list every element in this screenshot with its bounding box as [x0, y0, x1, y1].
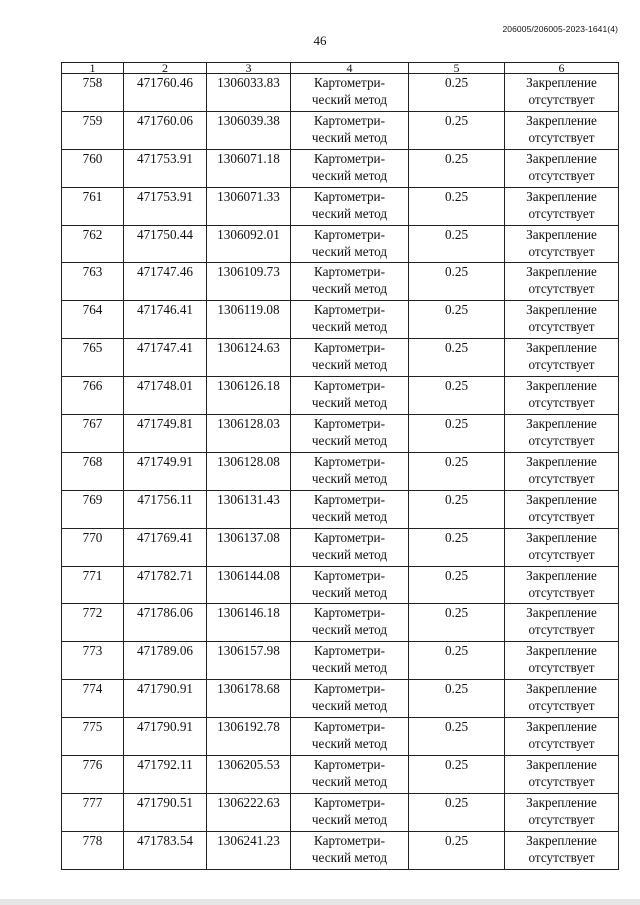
method-line-1: Картометри-	[314, 567, 385, 583]
method-line-1: Картометри-	[314, 378, 385, 394]
method-cell	[291, 566, 409, 604]
point-number: 774	[62, 680, 124, 718]
table-row	[62, 680, 619, 718]
fixation-line-1: Закрепление	[526, 112, 597, 128]
table-row	[62, 74, 619, 112]
point-number: 762	[62, 225, 124, 263]
fixation-cell	[505, 718, 619, 756]
page-number: 46	[313, 33, 327, 48]
y-coordinate: 1306205.53	[207, 756, 291, 794]
fixation-cell	[505, 566, 619, 604]
y-coordinate: 1306241.23	[207, 831, 291, 869]
accuracy-value: 0.25	[409, 604, 505, 642]
fixation-line-1: Закрепление	[526, 188, 597, 204]
method-cell	[291, 301, 409, 339]
method-cell	[291, 263, 409, 301]
accuracy-value: 0.25	[409, 756, 505, 794]
x-coordinate: 471753.91	[124, 187, 207, 225]
x-coordinate: 471790.51	[124, 793, 207, 831]
fixation-line-1: Закрепление	[526, 719, 597, 735]
method-line-1: Картометри-	[314, 529, 385, 545]
point-number: 771	[62, 566, 124, 604]
fixation-cell	[505, 528, 619, 566]
y-coordinate: 1306071.33	[207, 187, 291, 225]
table-row	[62, 187, 619, 225]
table-row	[62, 642, 619, 680]
x-coordinate: 471769.41	[124, 528, 207, 566]
method-line-2: ческий метод	[311, 243, 388, 259]
fixation-line-1: Закрепление	[526, 378, 597, 394]
fixation-cell	[505, 452, 619, 490]
scan-edge	[0, 899, 640, 905]
method-line-2: ческий метод	[311, 622, 388, 638]
point-number: 764	[62, 301, 124, 339]
method-cell	[291, 415, 409, 453]
method-cell	[291, 74, 409, 112]
fixation-line-2: отсутствует	[528, 319, 595, 335]
y-coordinate: 1306131.43	[207, 490, 291, 528]
y-coordinate: 1306119.08	[207, 301, 291, 339]
fixation-line-1: Закрепление	[526, 453, 597, 469]
point-number: 773	[62, 642, 124, 680]
accuracy-value: 0.25	[409, 187, 505, 225]
accuracy-value: 0.25	[409, 377, 505, 415]
x-coordinate: 471790.91	[124, 680, 207, 718]
method-line-2: ческий метод	[311, 319, 388, 335]
fixation-cell	[505, 339, 619, 377]
method-line-1: Картометри-	[314, 605, 385, 621]
method-cell	[291, 149, 409, 187]
fixation-line-2: отсутствует	[528, 129, 595, 145]
fixation-line-1: Закрепление	[526, 529, 597, 545]
method-cell	[291, 680, 409, 718]
point-number: 776	[62, 756, 124, 794]
fixation-line-1: Закрепление	[526, 416, 597, 432]
method-line-2: ческий метод	[311, 849, 388, 865]
accuracy-value: 0.25	[409, 301, 505, 339]
method-cell	[291, 339, 409, 377]
method-line-2: ческий метод	[311, 433, 388, 449]
fixation-line-1: Закрепление	[526, 226, 597, 242]
point-number: 770	[62, 528, 124, 566]
y-coordinate: 1306128.03	[207, 415, 291, 453]
method-line-1: Картометри-	[314, 832, 385, 848]
header-row	[62, 63, 619, 74]
accuracy-value: 0.25	[409, 111, 505, 149]
fixation-line-1: Закрепление	[526, 302, 597, 318]
y-coordinate: 1306157.98	[207, 642, 291, 680]
accuracy-value: 0.25	[409, 74, 505, 112]
column-header: 5	[409, 63, 505, 74]
method-cell	[291, 756, 409, 794]
fixation-line-2: отсутствует	[528, 849, 595, 865]
accuracy-value: 0.25	[409, 339, 505, 377]
x-coordinate: 471749.81	[124, 415, 207, 453]
accuracy-value: 0.25	[409, 566, 505, 604]
fixation-line-1: Закрепление	[526, 681, 597, 697]
column-header: 2	[124, 63, 207, 74]
point-number: 759	[62, 111, 124, 149]
fixation-line-1: Закрепление	[526, 340, 597, 356]
method-line-1: Картометри-	[314, 150, 385, 166]
fixation-line-2: отсутствует	[528, 205, 595, 221]
y-coordinate: 1306126.18	[207, 377, 291, 415]
y-coordinate: 1306039.38	[207, 111, 291, 149]
table-row	[62, 604, 619, 642]
x-coordinate: 471756.11	[124, 490, 207, 528]
fixation-cell	[505, 225, 619, 263]
table-row	[62, 793, 619, 831]
x-coordinate: 471790.91	[124, 718, 207, 756]
method-cell	[291, 225, 409, 263]
fixation-line-1: Закрепление	[526, 150, 597, 166]
x-coordinate: 471789.06	[124, 642, 207, 680]
method-line-2: ческий метод	[311, 205, 388, 221]
column-header: 4	[291, 63, 409, 74]
fixation-line-2: отсутствует	[528, 433, 595, 449]
method-line-1: Картометри-	[314, 416, 385, 432]
accuracy-value: 0.25	[409, 263, 505, 301]
point-number: 760	[62, 149, 124, 187]
fixation-line-2: отсутствует	[528, 395, 595, 411]
method-line-1: Картометри-	[314, 453, 385, 469]
point-number: 758	[62, 74, 124, 112]
accuracy-value: 0.25	[409, 642, 505, 680]
table-row	[62, 490, 619, 528]
y-coordinate: 1306071.18	[207, 149, 291, 187]
accuracy-value: 0.25	[409, 680, 505, 718]
point-number: 763	[62, 263, 124, 301]
table-row	[62, 528, 619, 566]
point-number: 778	[62, 831, 124, 869]
x-coordinate: 471747.41	[124, 339, 207, 377]
y-coordinate: 1306124.63	[207, 339, 291, 377]
point-number: 761	[62, 187, 124, 225]
table-row	[62, 756, 619, 794]
fixation-cell	[505, 490, 619, 528]
accuracy-value: 0.25	[409, 793, 505, 831]
method-line-1: Картометри-	[314, 491, 385, 507]
y-coordinate: 1306109.73	[207, 263, 291, 301]
point-number: 766	[62, 377, 124, 415]
y-coordinate: 1306178.68	[207, 680, 291, 718]
method-line-2: ческий метод	[311, 281, 388, 297]
fixation-cell	[505, 680, 619, 718]
method-line-2: ческий метод	[311, 660, 388, 676]
x-coordinate: 471792.11	[124, 756, 207, 794]
fixation-cell	[505, 642, 619, 680]
method-line-1: Картометри-	[314, 264, 385, 280]
x-coordinate: 471748.01	[124, 377, 207, 415]
accuracy-value: 0.25	[409, 528, 505, 566]
method-cell	[291, 111, 409, 149]
point-number: 765	[62, 339, 124, 377]
fixation-cell	[505, 415, 619, 453]
accuracy-value: 0.25	[409, 149, 505, 187]
table-row	[62, 566, 619, 604]
point-number: 768	[62, 452, 124, 490]
table-body	[62, 74, 619, 870]
method-line-2: ческий метод	[311, 811, 388, 827]
point-number: 777	[62, 793, 124, 831]
x-coordinate: 471749.91	[124, 452, 207, 490]
accuracy-value: 0.25	[409, 452, 505, 490]
x-coordinate: 471760.46	[124, 74, 207, 112]
method-line-1: Картометри-	[314, 188, 385, 204]
column-header: 3	[207, 63, 291, 74]
point-number: 775	[62, 718, 124, 756]
point-number: 772	[62, 604, 124, 642]
fixation-line-2: отсутствует	[528, 622, 595, 638]
method-cell	[291, 528, 409, 566]
method-line-1: Картометри-	[314, 794, 385, 810]
method-cell	[291, 187, 409, 225]
point-number: 769	[62, 490, 124, 528]
accuracy-value: 0.25	[409, 490, 505, 528]
x-coordinate: 471782.71	[124, 566, 207, 604]
table-row	[62, 301, 619, 339]
method-line-2: ческий метод	[311, 395, 388, 411]
fixation-line-2: отсутствует	[528, 281, 595, 297]
method-cell	[291, 452, 409, 490]
x-coordinate: 471753.91	[124, 149, 207, 187]
fixation-line-2: отсутствует	[528, 811, 595, 827]
x-coordinate: 471783.54	[124, 831, 207, 869]
method-line-2: ческий метод	[311, 546, 388, 562]
y-coordinate: 1306033.83	[207, 74, 291, 112]
x-coordinate: 471786.06	[124, 604, 207, 642]
method-line-2: ческий метод	[311, 584, 388, 600]
fixation-line-2: отсутствует	[528, 167, 595, 183]
fixation-line-2: отсутствует	[528, 357, 595, 373]
method-line-2: ческий метод	[311, 357, 388, 373]
fixation-line-2: отсутствует	[528, 660, 595, 676]
fixation-cell	[505, 756, 619, 794]
method-cell	[291, 604, 409, 642]
accuracy-value: 0.25	[409, 415, 505, 453]
fixation-line-1: Закрепление	[526, 491, 597, 507]
table-row	[62, 831, 619, 869]
method-line-1: Картометри-	[314, 112, 385, 128]
fixation-line-2: отсутствует	[528, 92, 595, 107]
method-line-2: ческий метод	[311, 774, 388, 790]
fixation-cell	[505, 793, 619, 831]
y-coordinate: 1306222.63	[207, 793, 291, 831]
fixation-cell	[505, 263, 619, 301]
table-row	[62, 415, 619, 453]
method-line-2: ческий метод	[311, 698, 388, 714]
fixation-cell	[505, 831, 619, 869]
fixation-line-2: отсутствует	[528, 546, 595, 562]
fixation-line-1: Закрепление	[526, 643, 597, 659]
fixation-line-1: Закрепление	[526, 605, 597, 621]
table-row	[62, 452, 619, 490]
x-coordinate: 471747.46	[124, 263, 207, 301]
method-cell	[291, 793, 409, 831]
table-row	[62, 377, 619, 415]
method-line-2: ческий метод	[311, 167, 388, 183]
fixation-line-1: Закрепление	[526, 75, 597, 90]
method-line-1: Картометри-	[314, 757, 385, 773]
fixation-cell	[505, 187, 619, 225]
method-line-2: ческий метод	[311, 92, 388, 107]
fixation-line-2: отсутствует	[528, 508, 595, 524]
y-coordinate: 1306137.08	[207, 528, 291, 566]
fixation-line-1: Закрепление	[526, 794, 597, 810]
method-cell	[291, 490, 409, 528]
accuracy-value: 0.25	[409, 718, 505, 756]
method-line-1: Картометри-	[314, 75, 385, 90]
method-line-2: ческий метод	[311, 129, 388, 145]
fixation-cell	[505, 111, 619, 149]
coordinates-table	[61, 62, 619, 870]
y-coordinate: 1306092.01	[207, 225, 291, 263]
fixation-line-2: отсутствует	[528, 243, 595, 259]
method-cell	[291, 377, 409, 415]
fixation-cell	[505, 301, 619, 339]
accuracy-value: 0.25	[409, 225, 505, 263]
y-coordinate: 1306144.08	[207, 566, 291, 604]
table-row	[62, 263, 619, 301]
fixation-cell	[505, 377, 619, 415]
fixation-line-2: отсутствует	[528, 470, 595, 486]
method-line-1: Картометри-	[314, 340, 385, 356]
method-line-1: Картометри-	[314, 302, 385, 318]
x-coordinate: 471760.06	[124, 111, 207, 149]
column-header: 6	[505, 63, 619, 74]
y-coordinate: 1306128.08	[207, 452, 291, 490]
method-line-1: Картометри-	[314, 226, 385, 242]
fixation-line-1: Закрепление	[526, 832, 597, 848]
table-row	[62, 225, 619, 263]
fixation-line-2: отсутствует	[528, 698, 595, 714]
fixation-cell	[505, 604, 619, 642]
method-line-2: ческий метод	[311, 508, 388, 524]
table-row	[62, 718, 619, 756]
method-line-2: ческий метод	[311, 736, 388, 752]
method-line-1: Картометри-	[314, 681, 385, 697]
column-header: 1	[62, 63, 124, 74]
x-coordinate: 471746.41	[124, 301, 207, 339]
method-line-2: ческий метод	[311, 470, 388, 486]
y-coordinate: 1306146.18	[207, 604, 291, 642]
method-line-1: Картометри-	[314, 719, 385, 735]
accuracy-value: 0.25	[409, 831, 505, 869]
fixation-line-2: отсутствует	[528, 736, 595, 752]
fixation-cell	[505, 74, 619, 112]
method-cell	[291, 718, 409, 756]
fixation-line-1: Закрепление	[526, 264, 597, 280]
method-line-1: Картометри-	[314, 643, 385, 659]
y-coordinate: 1306192.78	[207, 718, 291, 756]
table-row	[62, 339, 619, 377]
method-cell	[291, 831, 409, 869]
point-number: 767	[62, 415, 124, 453]
fixation-line-1: Закрепление	[526, 567, 597, 583]
fixation-line-2: отсутствует	[528, 774, 595, 790]
fixation-cell	[505, 149, 619, 187]
table-row	[62, 149, 619, 187]
fixation-line-1: Закрепление	[526, 757, 597, 773]
fixation-line-2: отсутствует	[528, 584, 595, 600]
table-row	[62, 111, 619, 149]
x-coordinate: 471750.44	[124, 225, 207, 263]
method-cell	[291, 642, 409, 680]
document-id: 206005/206005-2023-1641(4)	[502, 24, 618, 34]
